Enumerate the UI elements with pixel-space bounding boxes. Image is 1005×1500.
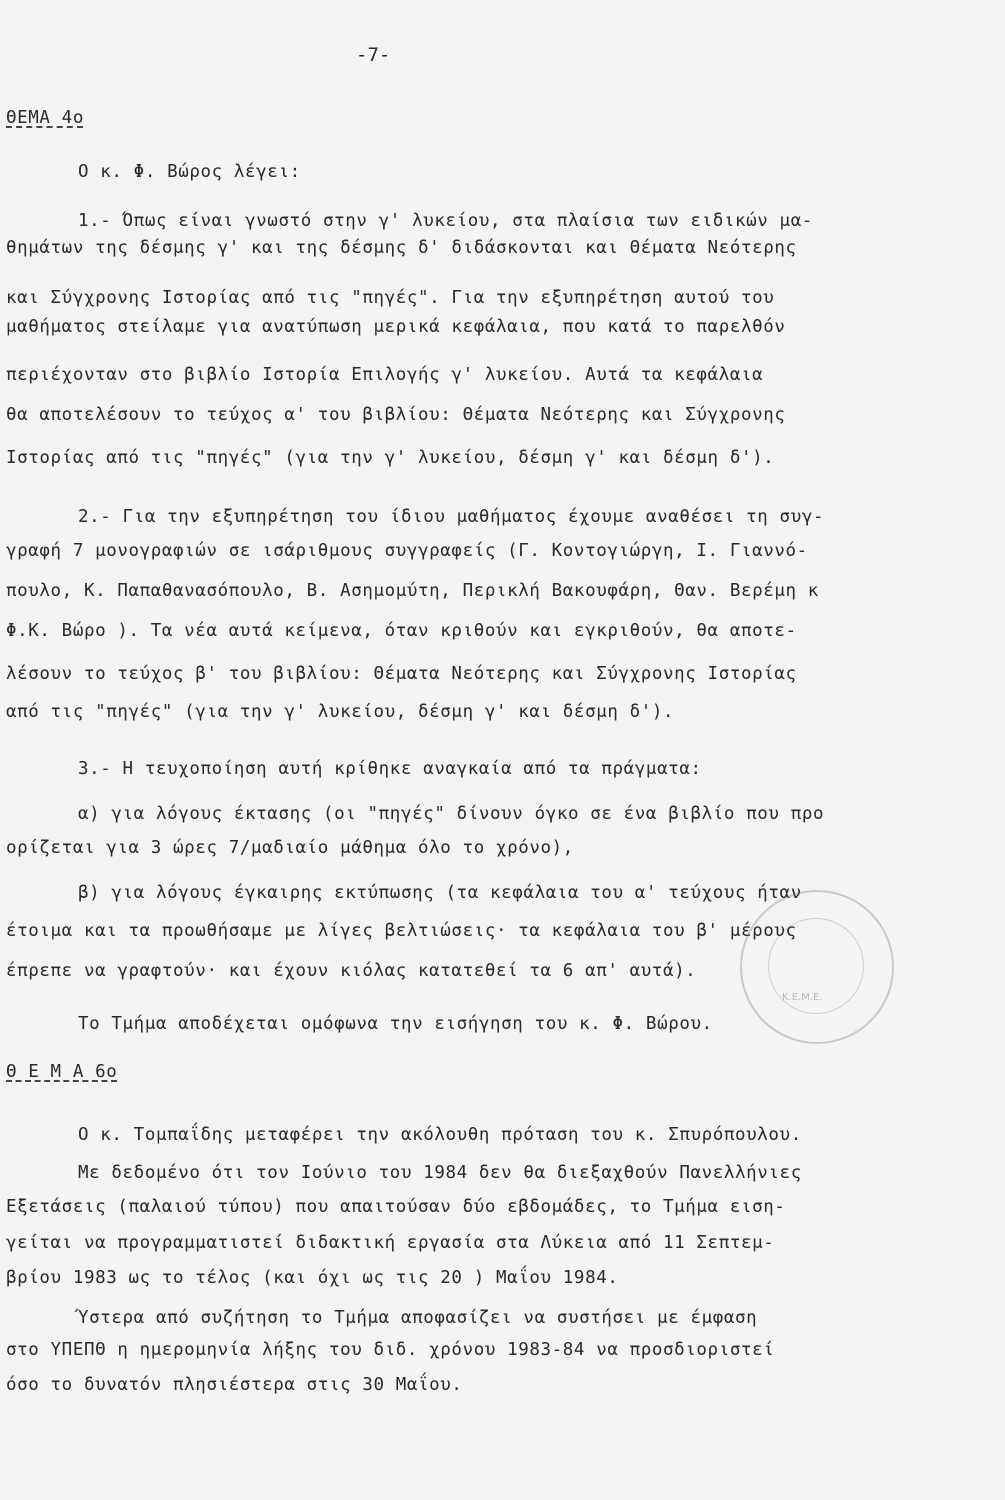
text-line: θα αποτελέσουν το τεύχος α' του βιβλίου: Θέματα Νεότερης και Σύγχρονης (6, 405, 786, 425)
text-line: πουλο, Κ. Παπαθανασόπουλο, Β. Ασημομύτη, Περικλή Βακουφάρη, Θαν. Βερέμη κ (6, 581, 819, 601)
text-line: Ο κ. Τομπαΐδης μεταφέρει την ακόλουθη πρόταση του κ. Σπυρόπουλου. (78, 1125, 802, 1145)
theme4-heading: ΘΕΜΑ 4ο (6, 108, 84, 128)
text-line: β) για λόγους έγκαιρης εκτύπωσης (τα κεφάλαια του α' τεύχους ήταν (78, 883, 802, 903)
text-line: μαθήματος στείλαμε για ανατύπωση μερικά κεφάλαια, που κατά το παρελθόν (6, 317, 786, 337)
text-line: Φ.Κ. Βώρο ). Τα νέα αυτά κείμενα, όταν κριθούν και εγκριθούν, θα αποτε- (6, 621, 797, 641)
text-line: όσο το δυνατόν πλησιέστερα στις 30 Μαΐου. (6, 1375, 463, 1395)
text-line: Με δεδομένο ότι τον Ιούνιο του 1984 δεν θα διεξαχθούν Πανελλήνιες (78, 1163, 802, 1183)
text-line: Ύστερα από συζήτηση το Τμήμα αποφασίζει να συστήσει με έμφαση (78, 1308, 758, 1328)
text-line: έτοιμα και τα προωθήσαμε με λίγες βελτιώσεις· τα κεφάλαια του β' μέρους (6, 921, 797, 941)
stamp-text: Κ.Ε.Μ.Ε. (782, 992, 823, 1003)
official-stamp-icon (740, 890, 894, 1044)
text-line: γείται να προγραμματιστεί διδακτική εργασία στα Λύκεια από 11 Σεπτεμ- (6, 1233, 775, 1253)
text-line: περιέχονταν στο βιβλίο Ιστορία Επιλογής γ' λυκείου. Αυτά τα κεφάλαια (6, 365, 764, 385)
page-number: -7- (356, 44, 391, 66)
text-line: γραφή 7 μονογραφιών σε ισάριθμους συγγραφείς (Γ. Κοντογιώργη, Ι. Γιαννό- (6, 541, 808, 561)
text-line: 1.- Όπως είναι γνωστό στην γ' λυκείου, στα πλαίσια των ειδικών μα- (78, 211, 813, 231)
text-line: λέσουν το τεύχος β' του βιβλίου: Θέματα Νεότερης και Σύγχρονης Ιστορίας (6, 664, 797, 684)
text-line: θημάτων της δέσμης γ' και της δέσμης δ' διδάσκονται και Θέματα Νεότερης (6, 238, 797, 258)
text-line: από τις "πηγές" (για την γ' λυκείου, δέσμη γ' και δέσμη δ'). (6, 702, 675, 722)
text-line: και Σύγχρονης Ιστορίας από τις "πηγές". Για την εξυπηρέτηση αυτού του (6, 288, 775, 308)
theme6-heading: Θ Ε Μ Α 6ο (6, 1062, 118, 1082)
text-line: 2.- Για την εξυπηρέτηση του ίδιου μαθήματος έχουμε αναθέσει τη συγ- (78, 507, 825, 527)
text-line: 3.- Η τευχοποίηση αυτή κρίθηκε αναγκαία από τα πράγματα: (78, 759, 702, 779)
text-line: ορίζεται για 3 ώρες 7/μαδιαίο μάθημα όλο το χρόνο), (6, 838, 574, 858)
text-line: Το Τμήμα αποδέχεται ομόφωνα την εισήγηση του κ. Φ. Βώρου. (78, 1014, 713, 1034)
text-line: Ιστορίας από τις "πηγές" (για την γ' λυκείου, δέσμη γ' και δέσμη δ'). (6, 448, 775, 468)
text-line: α) για λόγους έκτασης (οι "πηγές" δίνουν όγκο σε ένα βιβλίο που προ (78, 804, 825, 824)
text-line: Εξετάσεις (παλαιού τύπου) που απαιτούσαν δύο εβδομάδες, το Τμήμα ειση- (6, 1197, 786, 1217)
text-line: βρίου 1983 ως το τέλος (και όχι ως τις 20 ) Μαΐου 1984. (6, 1268, 619, 1288)
text-line: Ο κ. Φ. Βώρος λέγει: (78, 162, 301, 182)
text-line: στο ΥΠΕΠΘ η ημερομηνία λήξης του διδ. χρόνου 1983-84 να προσδιοριστεί (6, 1340, 775, 1360)
text-line: έπρεπε να γραφτούν· και έχουν κιόλας κατατεθεί τα 6 απ' αυτά). (6, 961, 697, 981)
